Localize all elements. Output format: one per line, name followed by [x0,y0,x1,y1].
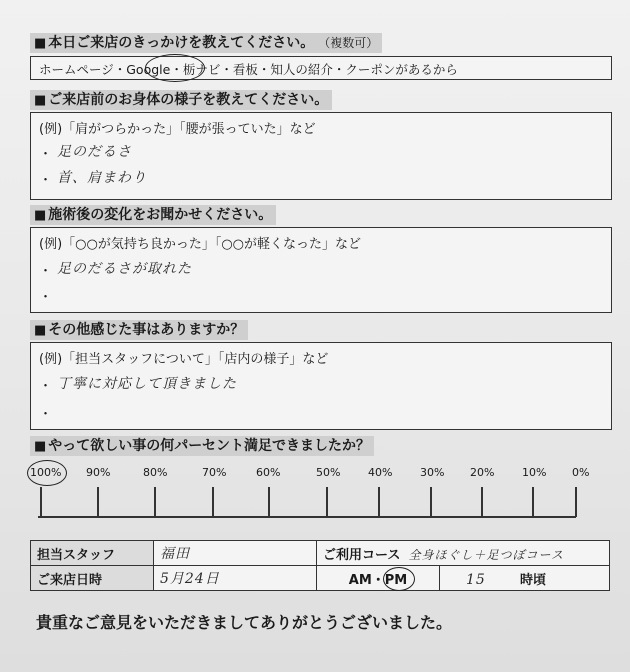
header-mark: ■ [34,36,47,51]
staff-label: 担当スタッフ [31,541,154,566]
scale-label-50: 50% [316,466,341,479]
visit-date-cell [154,566,317,591]
google-circle-mark [145,54,205,82]
header-mark: ■ [34,208,47,223]
scale-label-100: 100% [30,466,62,479]
section-3-header [30,205,276,225]
scale-tick [154,487,156,517]
scale-label-70: 70% [202,466,227,479]
other-comments-box [30,342,612,430]
scale-label-0: 0% [572,466,590,479]
staff-value: 福田 [160,546,190,562]
section-2-title: ご来店前のお身体の様子を教えてください。 [48,92,329,108]
before-condition-box [30,112,612,200]
staff-cell [154,541,317,566]
course-cell [317,541,610,566]
scale-tick [40,487,42,517]
section-2-header [30,90,332,110]
section-1-note: （複数可） [324,36,379,50]
before-condition-answer-2: 首、肩まわり [57,170,147,186]
section-4-title: その他感じた事はありますか？ [48,322,245,338]
options-box [30,56,612,80]
course-value: 全身ほぐし＋足つぼコース [408,547,564,562]
section-5-header [30,436,374,456]
scale-label-30: 30% [420,466,445,479]
visit-info-table [30,540,610,591]
other-comments-example: (例)「担当スタッフについて」「店内の様子」など [39,352,329,367]
section-4-header [30,320,248,340]
before-condition-answer-1: 足のだるさ [57,144,132,160]
after-change-example: (例)「○○が気持ち良かった」「○○が軽くなった」など [39,237,362,252]
bullet-2: ・ [39,173,53,188]
other-comments-answer-1: 丁寧に対応して頂きました [57,376,237,392]
header-mark: ■ [34,323,47,338]
scale-tick [268,487,270,517]
scale-baseline [38,516,576,518]
scale-tick [532,487,534,517]
scale-tick [481,487,483,517]
hour-cell [440,566,610,591]
header-mark: ■ [34,439,47,454]
section-1-title: 本日ご来店のきっかけを教えてください。 [48,35,315,51]
scale-tick [97,487,99,517]
bullet-2: ・ [39,290,53,305]
visit-reason-options: ホームページ・Google・栃ナビ・看板・知人の紹介・クーポンがあるから [39,62,458,77]
visit-date-value: 5月24日 [160,571,220,587]
scale-tick [575,487,577,517]
scale-tick [212,487,214,517]
section-5-title: やって欲しい事の何パーセント満足できましたか？ [48,438,371,454]
scale-label-10: 10% [522,466,547,479]
bullet-1: ・ [39,264,53,279]
bullet-1: ・ [39,147,53,162]
scale-label-20: 20% [470,466,495,479]
ampm-options: AM・PM [348,572,408,588]
scale-tick [326,487,328,517]
header-mark: ■ [34,93,47,108]
hour-value: 15 [466,571,486,588]
scale-label-80: 80% [143,466,168,479]
hour-unit: 時頃 [519,572,546,588]
ampm-cell [317,566,440,591]
scale-tick [378,487,380,517]
scale-tick [430,487,432,517]
visit-date-label: ご来店日時 [31,566,154,591]
before-condition-example: (例)「肩がつらかった」「腰が張っていた」など [39,122,316,137]
bullet-2: ・ [39,407,53,422]
section-3-title: 施術後の変化をお聞かせください。 [48,207,273,223]
scale-label-90: 90% [86,466,111,479]
scale-label-60: 60% [256,466,281,479]
thanks-message: 貴重なご意見をいただきましてありがとうございました。 [36,613,453,632]
course-label: ご利用コース [323,547,401,563]
section-1-header [30,33,382,53]
after-change-answer-1: 足のだるさが取れた [57,261,192,277]
selected-satisfaction-circle [27,460,67,486]
pm-circle-mark [383,567,415,591]
bullet-1: ・ [39,379,53,394]
scale-label-40: 40% [368,466,393,479]
after-change-box [30,227,612,313]
